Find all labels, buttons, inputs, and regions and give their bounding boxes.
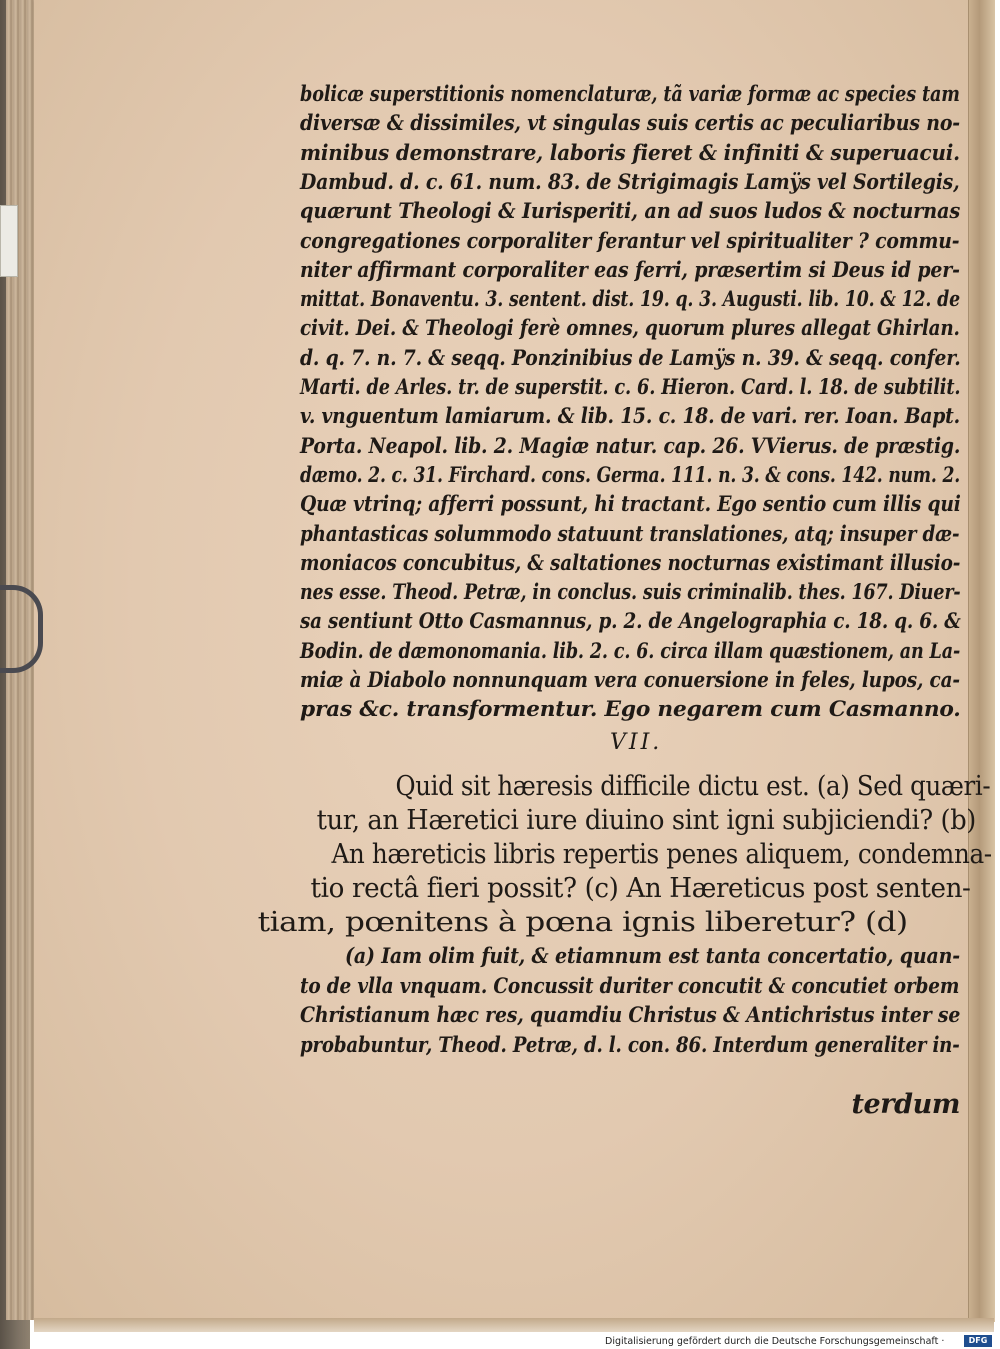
footer-credit: Digitalisierung gefördert durch die Deutsche Forschungsgemeinschaft · (605, 1336, 945, 1347)
catchword: terdum (851, 1089, 960, 1120)
note_lines-line: sa sentiunt Otto Casmannus, p. 2. de Angelographia c. 18. q. 6. & (300, 609, 961, 635)
page-bottom-edge (34, 1318, 994, 1332)
note_lines-line: niter affirmant corporaliter eas ferri, præsertim si Deus id per- (300, 257, 960, 283)
footnote_lines-line: to de vlla vnquam. Concussit duriter concutit & concutiet orbem (300, 973, 960, 999)
body_lines-line: Quid sit hæresis difficile dictu est. (a) Sed quæri- (395, 771, 991, 802)
note_lines-line: moniacos concubitus, & saltationes nocturnas existimant illusio- (300, 550, 961, 576)
note_lines-line: phantasticas solummodo statuunt translationes, atq; insuper dæ- (300, 521, 960, 547)
body_lines-line: tiam, pœnitens à pœna ignis liberetur? (d) (257, 907, 908, 938)
binding-clip (0, 585, 43, 673)
digitization-footer (605, 1334, 1000, 1349)
body_lines-line: An hæreticis libris repertis penes aliquem, condemna- (331, 839, 992, 870)
body_lines-line: tur, an Hæretici iure diuino sint igni subjiciendi? (b) (316, 805, 976, 836)
footnote_lines-line: probabuntur, Theod. Petræ, d. l. con. 86. Interdum generaliter in- (300, 1032, 960, 1058)
note_lines-line: pras &c. transformentur. Ego negarem cum Casmanno. (300, 697, 961, 723)
note_lines-line: d. q. 7. n. 7. & seqq. Ponzinibius de Lamÿs n. 39. & seqq. confer. (300, 345, 961, 371)
note_lines-line: minibus demonstrare, laboris fieret & infiniti & superuacui. (300, 140, 960, 166)
note_lines-line: Dambud. d. c. 61. num. 83. de Strigimagis Lamÿs vel Sortilegis, (300, 169, 960, 195)
note_lines-line: quærunt Theologi & Iurisperiti, an ad suos ludos & nocturnas (300, 199, 961, 225)
paper-tab (0, 205, 18, 277)
footnote_lines-line: Christianum hæc res, quamdiu Christus & Antichristus inter se (300, 1003, 961, 1028)
page-thickness-edge (968, 0, 995, 1322)
note_lines-line: Quæ vtrinq; afferri possunt, hi tractant. Ego sentio cum illis qui (300, 492, 961, 518)
note_lines-line: Marti. de Arles. tr. de superstit. c. 6. Hieron. Card. l. 18. de subtilit. (300, 375, 961, 400)
note_lines-line: v. vnguentum lamiarum. & lib. 15. c. 18. de vari. rer. Ioan. Bapt. (300, 404, 960, 430)
note_lines-line: diversæ & dissimiles, vt singulas suis certis ac peculiaribus no- (300, 111, 960, 137)
note_lines-line: mittat. Bonaventu. 3. sentent. dist. 19. q. 3. Augusti. lib. 10. & 12. de (300, 287, 960, 313)
footnote_lines-line: (a) Iam olim fuit, & etiamnum est tanta concertatio, quan- (345, 944, 961, 969)
note_lines-line: bolicæ superstitionis nomenclaturæ, tã variæ formæ ac species tam (300, 82, 960, 107)
note_lines-line: Porta. Neapol. lib. 2. Magiæ natur. cap. 26. VVierus. de præstig. (300, 433, 961, 459)
note_lines-line: dæmo. 2. c. 31. Firchard. cons. Germa. 111. n. 3. & cons. 142. num. 2. (300, 462, 961, 488)
note_lines-line: civit. Dei. & Theologi ferè omnes, quorum plures allegat Ghirlan. (300, 316, 960, 342)
note_lines-line: congregationes corporaliter ferantur vel spiritualiter ? commu- (300, 228, 960, 254)
note_lines-line: Bodin. de dæmonomania. lib. 2. c. 6. circa illam quæstionem, an La- (300, 638, 961, 664)
note_lines-line: miæ à Diabolo nonnunquam vera conuersione in feles, lupos, ca- (300, 668, 960, 693)
dfg-logo: DFG (964, 1335, 992, 1347)
section-number: VII. (610, 730, 663, 755)
note_lines-line: nes esse. Theod. Petræ, in conclus. suis criminalib. thes. 167. Diuer- (300, 580, 961, 606)
body_lines-line: tio rectâ fieri possit? (c) An Hæreticus post senten- (310, 873, 971, 904)
